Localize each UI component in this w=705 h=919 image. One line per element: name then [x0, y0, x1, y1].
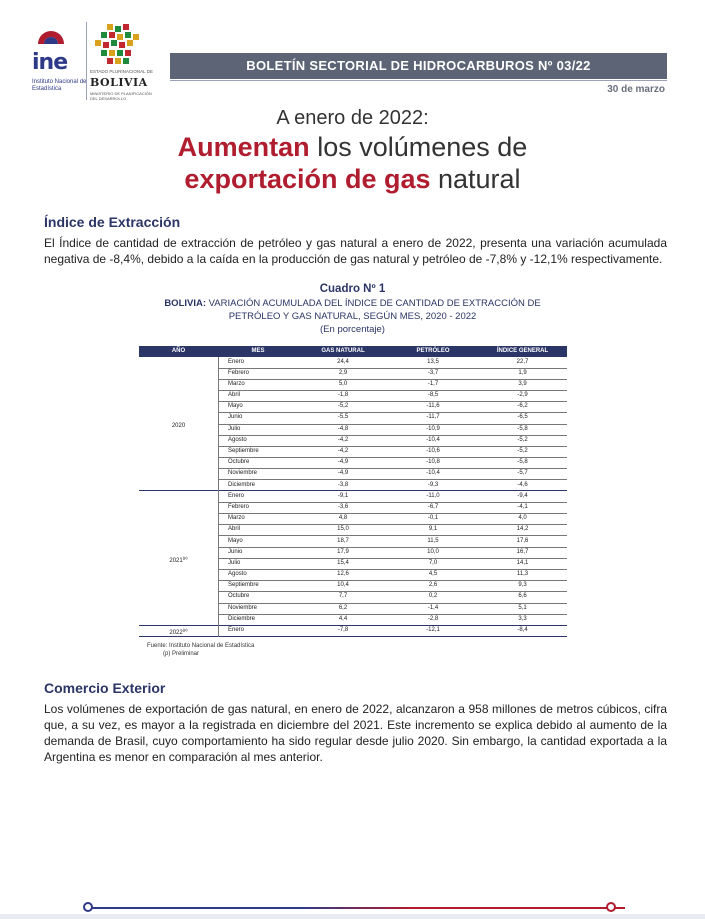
preliminary-note: (p) Preliminar: [163, 651, 200, 657]
oil-cell: -8,5: [427, 392, 439, 399]
headline-line-3: [0, 164, 705, 195]
oil-cell: 9,1: [428, 526, 438, 533]
month-cell: Octubre: [228, 459, 250, 466]
gas-cell: -3,6: [337, 503, 349, 510]
index-cell: 14,2: [516, 526, 529, 533]
footer-dot-right-icon: [606, 902, 616, 912]
month-cell: Junio: [228, 414, 243, 421]
month-cell: Agosto: [228, 571, 247, 578]
index-cell: 5,1: [518, 604, 527, 611]
month-cell: Abril: [228, 392, 241, 399]
oil-cell: -6,7: [427, 503, 439, 510]
table-row: [139, 592, 567, 603]
gas-cell: 2,9: [338, 369, 348, 376]
month-cell: Julio: [228, 425, 241, 432]
table-row: [139, 379, 567, 390]
table-title-country: BOLIVIA:: [164, 298, 207, 309]
index-cell: 3,3: [518, 615, 527, 622]
header-rule: [170, 80, 667, 81]
gas-cell: 4,4: [338, 615, 348, 622]
month-cell: Enero: [228, 492, 245, 499]
index-cell: 16,7: [516, 548, 529, 555]
oil-cell: -10,8: [426, 459, 440, 466]
index-cell: -9,4: [517, 492, 528, 499]
table-number: Cuadro Nº 1: [319, 283, 386, 295]
oil-cell: -1,4: [427, 604, 439, 611]
headline-rest-2: natural: [430, 164, 521, 194]
year-text: 2022: [169, 630, 183, 637]
year-label: [139, 627, 218, 636]
gas-cell: -4,2: [337, 448, 349, 454]
table-row: [139, 469, 567, 480]
section-heading-extraction: Índice de Extracción: [44, 214, 181, 230]
table-title-text: VARIACIÓN ACUMULADA DEL ÍNDICE DE CANTIDAD DE EXTRACCIÓN DE PETRÓLEO Y GAS NATURAL, SEGÚN MES, 2020 - 2022: [206, 298, 541, 322]
gas-cell: 15,4: [337, 559, 349, 566]
gas-cell: 12,6: [337, 571, 349, 578]
oil-cell: 10,0: [427, 548, 439, 555]
gas-cell: 6,2: [338, 604, 348, 611]
table-row: [139, 480, 567, 491]
gas-cell: 17,9: [337, 548, 349, 555]
oil-cell: -11,6: [426, 403, 440, 410]
table-row: [139, 391, 567, 402]
logo-divider: [86, 22, 87, 100]
month-cell: Octubre: [228, 593, 250, 600]
table-row: [139, 368, 567, 379]
year-divider: [218, 357, 219, 491]
index-cell: -8,4: [517, 627, 528, 633]
oil-cell: -9,3: [427, 481, 439, 488]
gas-cell: 24,4: [337, 358, 349, 365]
table-unit: (En porcentaje): [320, 324, 385, 335]
section-body-extraction: El Índice de cantidad de extracción de petróleo y gas natural a enero de 2022, presenta una variación acumulada negativa de -8,4%, debido a la caída en la producción de gas natural y petróleo de -7,8% y -12,1% respectivamente.: [44, 236, 667, 266]
bolivia-mosaic-icon: [93, 24, 141, 66]
headline-rest-1: los volúmenes de: [309, 132, 528, 162]
gas-cell: -1,8: [337, 392, 349, 399]
year-label: [139, 555, 218, 564]
oil-cell: -10,6: [426, 448, 440, 454]
month-cell: Marzo: [228, 515, 245, 522]
index-cell: -5,7: [517, 470, 528, 477]
month-cell: Abril: [228, 526, 241, 533]
gas-cell: -4,8: [337, 425, 349, 432]
oil-cell: 13,5: [427, 358, 439, 365]
gas-cell: -4,9: [337, 459, 349, 466]
month-cell: Noviembre: [228, 470, 258, 477]
table-header: [139, 346, 567, 357]
month-cell: Marzo: [228, 380, 245, 387]
table-row: [139, 570, 567, 581]
footer-dot-left-icon: [83, 902, 93, 912]
month-cell: Mayo: [228, 403, 243, 410]
year-divider: [218, 491, 219, 625]
index-cell: 9,3: [518, 582, 527, 589]
table-row: [139, 402, 567, 413]
bolivia-ministry: MINISTERIO DE PLANIFICACIÓN DEL DESARROLLO: [90, 91, 152, 101]
month-cell: Noviembre: [228, 604, 258, 611]
headline-line-1: A enero de 2022:: [276, 107, 429, 129]
index-cell: 1,9: [518, 369, 527, 376]
year-text: 2020: [171, 423, 186, 430]
month-cell: Febrero: [228, 503, 250, 510]
oil-cell: -1,7: [427, 380, 439, 387]
month-cell: Septiembre: [228, 448, 259, 454]
source-line: Fuente: Instituto Nacional de Estadística: [147, 643, 255, 649]
gas-cell: -5,5: [337, 414, 349, 421]
header-oil: PETRÓLEO: [416, 348, 450, 354]
oil-cell: -3,7: [427, 369, 439, 376]
ine-wordmark: ine: [32, 50, 68, 75]
bolivia-name: BOLIVIA: [90, 76, 148, 89]
table-body: [139, 357, 567, 637]
index-cell: -2,9: [517, 392, 528, 399]
table-row: [139, 435, 567, 446]
bulletin-date: 30 de marzo: [607, 84, 665, 95]
oil-cell: -10,4: [426, 436, 440, 443]
month-cell: Diciembre: [228, 481, 256, 488]
gas-cell: 5,0: [338, 380, 348, 387]
year-label: [139, 420, 218, 429]
index-cell: -5,8: [517, 425, 528, 432]
year-superscript: (p): [182, 627, 188, 633]
header-year: AÑO: [171, 348, 186, 354]
gas-cell: -7,8: [337, 627, 349, 633]
header-gas: GAS NATURAL: [321, 348, 365, 354]
ine-arc-icon: [36, 22, 66, 44]
oil-cell: -11,7: [426, 414, 440, 421]
gas-cell: 10,4: [337, 582, 349, 589]
table-row: [139, 525, 567, 536]
gas-cell: 18,7: [337, 537, 349, 544]
ine-logo: [30, 22, 85, 100]
table-row: [139, 447, 567, 458]
table-row: [139, 514, 567, 525]
table-row: [139, 581, 567, 592]
oil-cell: -11,0: [426, 492, 440, 499]
index-cell: 14,1: [516, 559, 529, 566]
month-cell: Enero: [228, 358, 245, 365]
headline-highlight-2: exportación de gas: [184, 164, 431, 194]
oil-cell: 0,2: [428, 593, 438, 600]
gas-cell: 7,7: [338, 593, 348, 600]
index-cell: -4,6: [517, 481, 528, 488]
table-row: [139, 458, 567, 469]
index-cell: 4,0: [518, 515, 527, 522]
index-cell: -4,1: [517, 503, 528, 510]
index-cell: -5,2: [517, 448, 528, 454]
section-heading-trade: Comercio Exterior: [44, 680, 166, 696]
month-cell: Mayo: [228, 537, 243, 544]
oil-cell: 4,5: [428, 571, 438, 578]
gas-cell: -4,9: [337, 470, 349, 477]
table-row: [139, 502, 567, 513]
section-body-trade: Los volúmenes de exportación de gas natural, en enero de 2022, alcanzaron a 958 millones de metros cúbicos, cifra que, a su vez, es mayor a la registrada en diciembre del 2021. Este incremento se explica debido al aumento de la demanda de Brasil, cuyo comportamiento ha sido regular desde julio 2020. Sin embargo, la cantidad exportada a la Argentina es menor en comparación al mes anterior.: [44, 702, 667, 764]
month-cell: Septiembre: [228, 582, 259, 589]
table-row: [139, 614, 567, 625]
index-cell: -6,5: [517, 414, 528, 421]
index-cell: 3,9: [518, 380, 527, 387]
table-row: [139, 357, 567, 368]
gas-cell: -3,8: [337, 481, 349, 488]
oil-cell: 2,6: [428, 582, 438, 589]
oil-cell: -2,8: [427, 615, 439, 622]
bulletin-title: BOLETÍN SECTORIAL DE HIDROCARBUROS Nº 03/22: [170, 53, 667, 79]
month-cell: Julio: [228, 559, 241, 566]
oil-cell: 7,0: [428, 559, 438, 566]
oil-cell: -0,1: [427, 515, 439, 522]
table-row: [139, 491, 567, 502]
index-cell: -6,2: [517, 403, 528, 410]
gas-cell: -4,2: [337, 436, 349, 443]
gas-cell: -9,1: [337, 492, 349, 499]
table-row: [139, 536, 567, 547]
oil-cell: -10,4: [426, 470, 440, 477]
headline-line-2: [0, 132, 705, 163]
gas-cell: 15,0: [337, 526, 349, 533]
index-cell: 22,7: [516, 358, 529, 365]
header-month: MES: [251, 348, 265, 354]
footer-rule: [85, 907, 625, 909]
bolivia-state-label: ESTADO PLURINACIONAL DE: [90, 69, 154, 74]
month-cell: Junio: [228, 548, 243, 555]
headline-highlight-1: Aumentan: [177, 132, 310, 162]
table-row: [139, 603, 567, 614]
year-divider: [218, 626, 219, 637]
footer-band: [0, 914, 705, 919]
month-cell: Agosto: [228, 436, 247, 443]
month-cell: Febrero: [228, 369, 250, 376]
month-cell: Diciembre: [228, 615, 256, 622]
oil-cell: 11,5: [427, 537, 439, 544]
header-index: ÍNDICE GENERAL: [496, 348, 549, 354]
index-cell: -5,2: [517, 436, 528, 443]
gas-cell: 4,8: [338, 515, 348, 522]
year-text: 2021: [169, 557, 183, 564]
month-cell: Enero: [228, 627, 245, 633]
extraction-index-table: [139, 346, 567, 637]
index-cell: -5,8: [517, 459, 528, 466]
oil-cell: -12,1: [426, 627, 440, 633]
index-cell: 6,6: [518, 593, 527, 600]
year-superscript: (p): [182, 554, 188, 560]
ine-subtitle: Instituto Nacional de Estadística: [32, 79, 87, 92]
bolivia-logo: [90, 22, 160, 102]
table-source: [147, 642, 254, 658]
table-title: [150, 297, 555, 323]
oil-cell: -10,9: [426, 425, 440, 432]
gas-cell: -5,2: [337, 403, 349, 410]
index-cell: 17,6: [516, 537, 529, 544]
index-cell: 11,3: [516, 571, 529, 578]
